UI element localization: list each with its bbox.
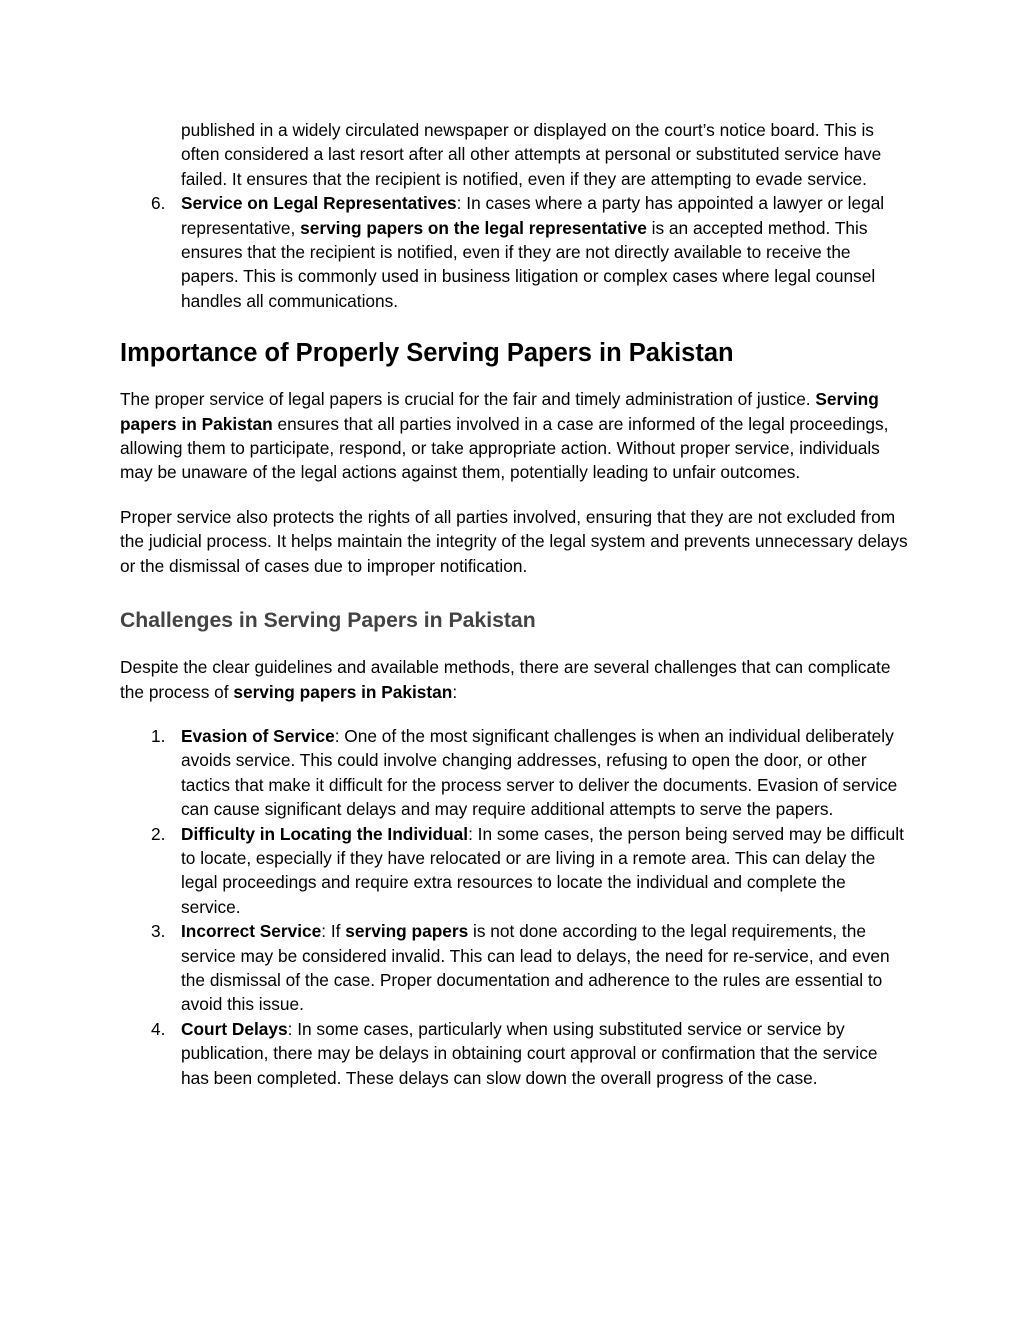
list-item-text: : One of the most significant challenges is when an individual deliberately avoids service. This could involve changing addresses, refusing to open the door, or other tactics that make it difficult for the process server to deliver the documents. Evasion of service can cause significant delays and may require additional attempts to serve the papers.: [181, 725, 898, 820]
list-item-title: Evasion of Service: [181, 725, 335, 746]
importance-paragraph-1: [120, 387, 910, 485]
continuation-text: published in a widely circulated newspaper or displayed on the court’s notice board. This is often considered a last resort after all other attempts at personal or substituted service have failed. It ensures that the recipient is notified, even if they are attempting to evade service.: [181, 120, 882, 189]
challenges-list: [120, 724, 910, 1090]
paragraph-text: Proper service also protects the rights of all parties involved, ensuring that they are not excluded from the judicial process. It helps maintain the integrity of the legal system and prevents unnecessary delays or the dismissal of cases due to improper notification.: [120, 506, 908, 576]
list-item-incorrect-service: [120, 919, 910, 1017]
importance-heading: Importance of Properly Serving Papers in Pakistan: [120, 339, 734, 368]
list-item-text: : In some cases, particularly when using substituted service or service by publication, there may be delays in obtaining court approval or confirmation that the service has been completed. These delays can slow down the overall progress of the case.: [181, 1018, 878, 1088]
list-item-emphasis: serving papers on the legal representative: [300, 217, 647, 238]
list-number: 6.: [151, 193, 166, 214]
challenges-heading: Challenges in Serving Papers in Pakistan: [120, 609, 536, 633]
paragraph-emphasis: serving papers in Pakistan: [233, 681, 453, 702]
paragraph-emphasis: Serving papers in Pakistan: [120, 389, 879, 434]
paragraph-text: The proper service of legal papers is crucial for the fair and timely administration of justice.: [120, 389, 816, 410]
importance-paragraph-2: [120, 505, 910, 578]
list-item-court-delays: [120, 1017, 910, 1090]
list-item-evasion: [120, 724, 910, 822]
challenges-intro: [120, 655, 910, 704]
list-item-text: is an accepted method. This ensures that the recipient is notified, even if they are not directly available to receive the papers. This is commonly used in business litigation or complex cases where legal counsel handles all communications.: [181, 217, 876, 311]
list-item-locating: [120, 822, 910, 920]
paragraph-text: ensures that all parties involved in a case are informed of the legal proceedings, allowing them to participate, respond, or take appropriate action. Without proper service, individuals may be unaware of the legal actions against them, potentially leading to unfair outcomes.: [120, 413, 889, 483]
list-number: 3.: [151, 921, 166, 942]
list-item-title: Difficulty in Locating the Individual: [181, 823, 469, 844]
list-item-title: Court Delays: [181, 1018, 288, 1039]
list-item-emphasis: serving papers: [345, 921, 469, 942]
list-number: 2.: [151, 823, 166, 844]
list-item-text: : If: [321, 921, 346, 942]
list-item-text: is not done according to the legal requirements, the service may be considered invalid. This can lead to delays, the need for re-service, and even the dismissal of the case. Proper documentation and adherence to the rules are essential to avoid this issue.: [181, 921, 890, 1015]
list-item-text: : In some cases, the person being served may be difficult to locate, especially if they have relocated or are living in a remote area. This can delay the legal proceedings and require extra resources to locate the individual and complete the service.: [181, 823, 904, 917]
list-item-continuation: [120, 118, 910, 191]
methods-list: [120, 191, 910, 313]
paragraph-text: Despite the clear guidelines and available methods, there are several challenges that can complicate the process of: [120, 657, 891, 702]
list-item-legal-representatives: [120, 191, 910, 313]
list-number: 4.: [151, 1018, 166, 1039]
list-item-title: Service on Legal Representatives: [181, 193, 457, 214]
document-page: [120, 118, 910, 1090]
paragraph-text: :: [452, 681, 458, 702]
list-item-text: : In cases where a party has appointed a lawyer or legal representative,: [181, 193, 885, 238]
list-number: 1.: [151, 725, 166, 746]
list-item-title: Incorrect Service: [181, 921, 322, 942]
